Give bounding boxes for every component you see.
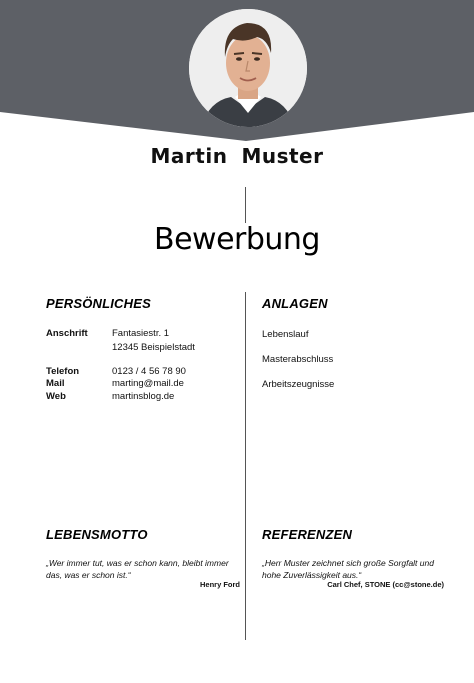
motto-author: Henry Ford <box>199 580 240 589</box>
address-label: Anschrift <box>46 328 88 339</box>
divider-top <box>245 187 246 223</box>
address-line2: 12345 Beispielstadt <box>112 342 195 353</box>
phone-label: Telefon <box>46 366 80 377</box>
motto-quote-line2: das, was er schon ist.“ <box>46 570 131 580</box>
attachment-item: Masterabschluss <box>262 354 334 365</box>
personal-heading: PERSÖNLICHES <box>46 296 151 311</box>
references-author: Carl Chef, STONE (cc@stone.de) <box>327 580 444 589</box>
applicant-name <box>0 144 474 168</box>
mail-label: Mail <box>46 378 65 389</box>
attachments-heading: ANLAGEN <box>262 296 328 311</box>
document-title: Bewerbung <box>154 222 320 257</box>
portrait-photo <box>189 9 307 127</box>
last-name: Muster <box>241 144 324 168</box>
mail-row <box>0 378 240 390</box>
web-label: Web <box>46 391 66 402</box>
address-line1: Fantasiestr. 1 <box>112 328 170 339</box>
phone-value: 0123 / 4 56 78 90 <box>112 366 186 377</box>
attachment-item: Arbeitszeugnisse <box>262 379 335 390</box>
phone-row <box>0 366 240 378</box>
first-name: Martin <box>150 144 228 168</box>
motto-quote-line1: „Wer immer tut, was er schon kann, bleibt immer <box>46 558 229 568</box>
references-heading: REFERENZEN <box>262 527 353 542</box>
web-row <box>0 391 240 403</box>
column-divider <box>245 292 246 640</box>
attachment-item: Lebenslauf <box>262 329 309 340</box>
mail-value[interactable]: marting@mail.de <box>112 378 184 389</box>
references-quote-line2: hohe Zuverlässigkeit aus.“ <box>262 570 362 580</box>
web-value[interactable]: martinsblog.de <box>112 391 175 402</box>
motto-heading: LEBENSMOTTO <box>46 527 148 542</box>
references-quote-line1: „Herr Muster zeichnet sich große Sorgfalt und <box>262 558 434 568</box>
address-row <box>0 328 240 358</box>
